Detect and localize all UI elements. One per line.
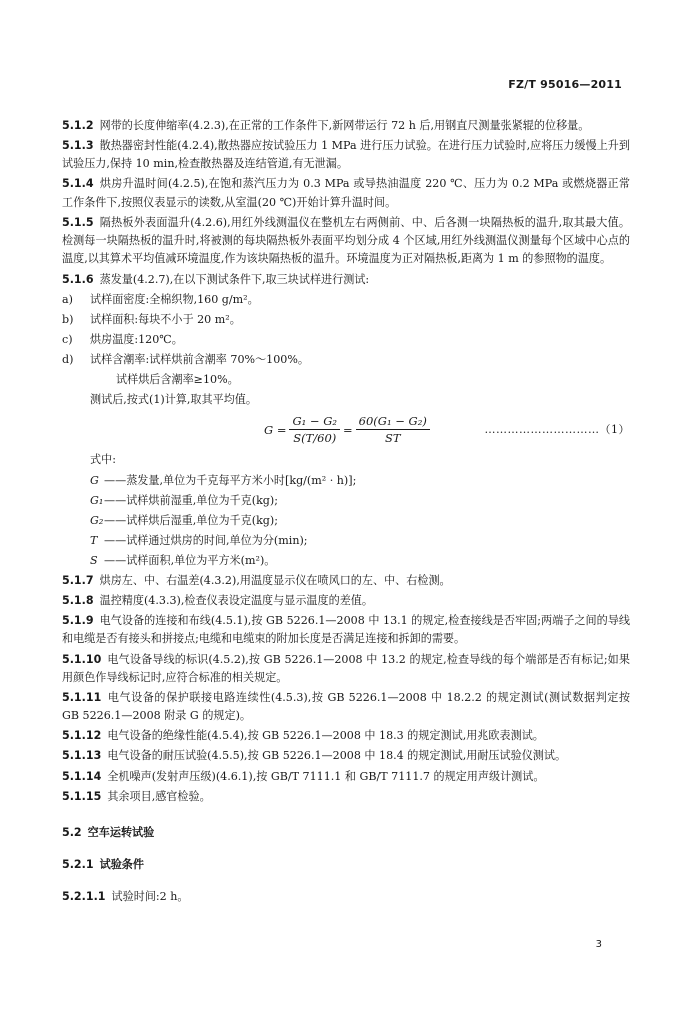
variable-symbol: G xyxy=(90,473,99,487)
section-number: 5.2.1 xyxy=(62,857,94,871)
condition-text: 烘房温度:120℃。 xyxy=(90,332,183,346)
clause-number: 5.1.3 xyxy=(62,139,94,153)
variable-definition xyxy=(62,472,630,490)
condition-item xyxy=(62,351,630,369)
clause-number: 5.1.9 xyxy=(62,614,94,628)
variable-description: ——试样面积,单位为平方米(m²)。 xyxy=(104,553,276,567)
clause-text: 温控精度(4.3.3),检查仪表设定温度与显示温度的差值。 xyxy=(99,594,373,608)
condition-text: 试样面密度:全棉织物,160 g/m²。 xyxy=(90,292,259,306)
clause-number: 5.1.11 xyxy=(62,690,102,704)
formula-lhs: G = xyxy=(264,422,287,437)
clause-text: 其余项目,感官检验。 xyxy=(107,789,211,803)
clause-text: 电气设备的绝缘性能(4.5.4),按 GB 5226.1—2008 中 18.3 的规定测试,用兆欧表测试。 xyxy=(107,729,544,743)
condition-d-continuation: 试样烘后含潮率≥10%。 xyxy=(116,373,239,387)
formula-fraction-2 xyxy=(356,414,430,445)
clause-number: 5.1.12 xyxy=(62,729,102,743)
variable-symbol: S xyxy=(90,553,98,567)
clause-5-1-14 xyxy=(62,768,630,786)
clause-number: 5.1.6 xyxy=(62,272,94,286)
clause-5-1-12 xyxy=(62,727,630,745)
fraction-denominator: ST xyxy=(384,431,401,446)
clause-number: 5.1.4 xyxy=(62,177,94,191)
evaporation-formula xyxy=(62,411,630,447)
clause-5-2-1-1 xyxy=(62,888,630,906)
variable-definition xyxy=(62,552,630,570)
variable-description: ——蒸发量,单位为千克每平方米小时[kg/(m² · h)]; xyxy=(104,473,357,487)
clause-5-1-10 xyxy=(62,651,630,688)
fraction-denominator: S(T/60) xyxy=(293,431,337,446)
clause-text: 烘房升温时间(4.2.5),在饱和蒸汽压力为 0.3 MPa 或导热油温度 220 ℃、压力为 0.2 MPa 或燃烧器正常工作条件下,按照仪表显示的读数,从室温(20 ℃)开始计算升温时间。 xyxy=(62,177,630,209)
condition-label: d) xyxy=(62,352,74,366)
section-heading-5-2 xyxy=(62,824,630,842)
clause-5-1-11 xyxy=(62,689,630,726)
variable-description: ——试样烘后湿重,单位为千克(kg); xyxy=(104,513,278,527)
variable-definition xyxy=(62,492,630,510)
clause-5-1-13 xyxy=(62,747,630,765)
variable-symbol: G₁ xyxy=(90,493,104,507)
formula-equals: = xyxy=(343,422,353,437)
spacer xyxy=(62,808,630,824)
clause-5-1-4 xyxy=(62,175,630,212)
condition-item xyxy=(62,331,630,349)
section-heading-5-2-1 xyxy=(62,856,630,874)
clause-5-1-3 xyxy=(62,137,630,174)
clause-text: 电气设备的耐压试验(4.5.5),按 GB 5226.1—2008 中 18.4 的规定测试,用耐压试验仪测试。 xyxy=(107,749,567,763)
condition-item xyxy=(62,291,630,309)
section-title: 试验条件 xyxy=(99,857,144,871)
clause-number: 5.1.2 xyxy=(62,119,94,132)
clause-text: 隔热板外表面温升(4.2.6),用红外线测温仪在整机左右两侧前、中、后各测一块隔热板的温升,取其最大值。检测每一块隔热板的温升时,将被测的每块隔热板外表面平均划分成 4 个区域,用红外线测温仪测量每个区域中心点的温度,以其算术平均值减环境温度,作为该块隔热板的温升。环境温度为正对隔热板,距离为 1 m 的参照物的温度。 xyxy=(62,215,630,266)
clause-5-1-15 xyxy=(62,788,630,806)
spacer xyxy=(62,844,630,856)
clause-text: 电气设备导线的标识(4.5.2),按 GB 5226.1—2008 中 13.2 的规定,检查导线的每个端部是否有标记;如果用颜色作导线标记时,应符合标准的相关规定。 xyxy=(62,652,630,684)
page-number: 3 xyxy=(595,939,602,950)
clause-number: 5.1.13 xyxy=(62,749,102,763)
variable-symbol: T xyxy=(90,533,98,547)
clause-number: 5.1.15 xyxy=(62,789,102,803)
clause-5-1-7 xyxy=(62,572,630,590)
formula-number: …………………………（1） xyxy=(484,423,630,437)
clause-number: 5.1.7 xyxy=(62,573,94,587)
condition-text: 试样含潮率:试样烘前含潮率 70%～100%。 xyxy=(90,352,309,366)
condition-label: c) xyxy=(62,332,73,346)
condition-label: a) xyxy=(62,292,73,306)
fraction-numerator: 60(G₁ − G₂) xyxy=(356,414,430,430)
clause-text: 试验时间:2 h。 xyxy=(111,889,189,903)
clause-text: 电气设备的连接和布线(4.5.1),按 GB 5226.1—2008 中 13.1 的规定,检查接线是否牢固;两端子之间的导线和电缆是否有接头和拼接点;电缆和电缆束的附加长度是否满足连接和拆卸的需要。 xyxy=(62,614,630,646)
variable-symbol: G₂ xyxy=(90,513,104,527)
clause-number: 5.1.14 xyxy=(62,769,102,783)
variable-definition xyxy=(62,532,630,550)
section-title: 空车运转试验 xyxy=(87,825,155,839)
clause-5-1-8 xyxy=(62,592,630,610)
clause-text: 电气设备的保护联接电路连续性(4.5.3),按 GB 5226.1—2008 中 18.2.2 的规定测试(测试数据判定按 GB 5226.1—2008 附录 G 的规定)。 xyxy=(62,690,630,723)
clause-5-1-5 xyxy=(62,214,630,269)
formula-fraction-1 xyxy=(289,414,340,445)
formula-expression xyxy=(264,414,433,445)
clause-5-1-9 xyxy=(62,612,630,649)
condition-label: b) xyxy=(62,312,74,326)
clause-5-1-6 xyxy=(62,271,630,289)
clause-number: 5.1.5 xyxy=(62,215,94,229)
clause-text: 网带的长度伸缩率(4.2.3),在正常的工作条件下,新网带运行 72 h 后,用钢直尺测量张紧辊的位移量。 xyxy=(99,119,590,132)
where-label: 式中: xyxy=(90,453,116,467)
clause-text: 全机噪声(发射声压级)(4.6.1),按 GB/T 7111.1 和 GB/T 7111.7 的规定用声级计测试。 xyxy=(107,769,545,783)
variable-description: ——试样通过烘房的时间,单位为分(min); xyxy=(104,533,308,547)
clause-text: 蒸发量(4.2.7),在以下测试条件下,取三块试样进行测试: xyxy=(99,272,370,286)
section-number: 5.2 xyxy=(62,825,82,839)
condition-item xyxy=(62,311,630,329)
clause-text: 烘房左、中、右温差(4.3.2),用温度显示仪在喷风口的左、中、右检测。 xyxy=(99,573,451,587)
clause-number: 5.1.10 xyxy=(62,652,102,666)
clause-number: 5.2.1.1 xyxy=(62,889,106,903)
after-test-text: 测试后,按式(1)计算,取其平均值。 xyxy=(90,393,257,407)
clause-5-1-2 xyxy=(62,117,630,135)
condition-text: 试样面积:每块不小于 20 m²。 xyxy=(90,312,241,326)
page-body xyxy=(62,117,630,908)
spacer xyxy=(62,876,630,888)
standard-code-header: FZ/T 95016—2011 xyxy=(508,78,622,91)
clause-text: 散热器密封性能(4.2.4),散热器应按试验压力 1 MPa 进行压力试验。在进行压力试验时,应将压力缓慢上升到试验压力,保持 10 min,检查散热器及连结管道,有无泄漏。 xyxy=(62,139,630,171)
variable-description: ——试样烘前湿重,单位为千克(kg); xyxy=(104,493,278,507)
fraction-numerator: G₁ − G₂ xyxy=(289,414,340,430)
clause-number: 5.1.8 xyxy=(62,594,94,608)
variable-definition xyxy=(62,512,630,530)
